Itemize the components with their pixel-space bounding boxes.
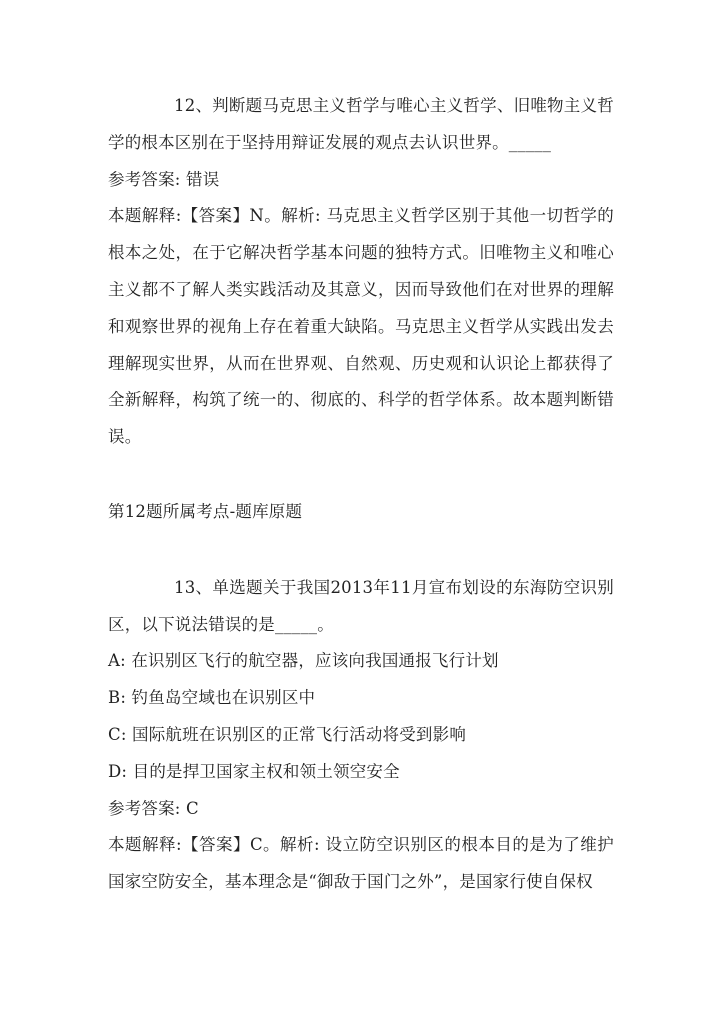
question-12-category: 第12题所属考点-题库原题 (108, 501, 303, 521)
question-12-answer: 参考答案: 错误 (108, 169, 220, 189)
question-13-answer: 参考答案: C (108, 798, 199, 818)
spacer (108, 531, 614, 570)
question-13-stem: 13、单选题关于我国2013年11月宣布划设的东海防空识别区，以下说法错误的是_____。 (108, 577, 614, 634)
question-13-option-c: C: 国际航班在识别区的正常飞行活动将受到影响 (108, 724, 467, 744)
document-page (108, 88, 614, 901)
question-13-option-a: A: 在识别区飞行的航空器，应该向我国通报飞行计划 (108, 651, 499, 671)
question-12-stem: 12、判断题马克思主义哲学与唯心主义哲学、旧唯物主义哲学的根本区别在于坚持用辩证发展的观点去认识世界。_____ (108, 96, 614, 152)
question-13-option-b: B: 钓鱼岛空域也在识别区中 (108, 688, 316, 708)
question-13-option-d: D: 目的是捍卫国家主权和领土领空安全 (108, 761, 400, 781)
question-12-explanation: 本题解释:【答案】N。解析: 马克思主义哲学区别于其他一切哲学的根本之处，在于它解决哲学基本问题的独特方式。旧唯物主义和唯心主义都不了解人类实践活动及其意义，因而导致他们在对世界的理解和观察世界的视角上存在着重大缺陷。马克思主义哲学从实践出发去理解现实世界，从而在世界观、自然观、历史观和认识论上都获得了全新解释，构筑了统一的、彻底的、科学的哲学体系。故本题判断错误。 (108, 206, 614, 447)
question-13-explanation: 本题解释:【答案】C。解析: 设立防空识别区的根本目的是为了维护国家空防安全，基本理念是“御敌于国门之外”，是国家行使自保权 (108, 835, 614, 892)
spacer (108, 456, 614, 494)
